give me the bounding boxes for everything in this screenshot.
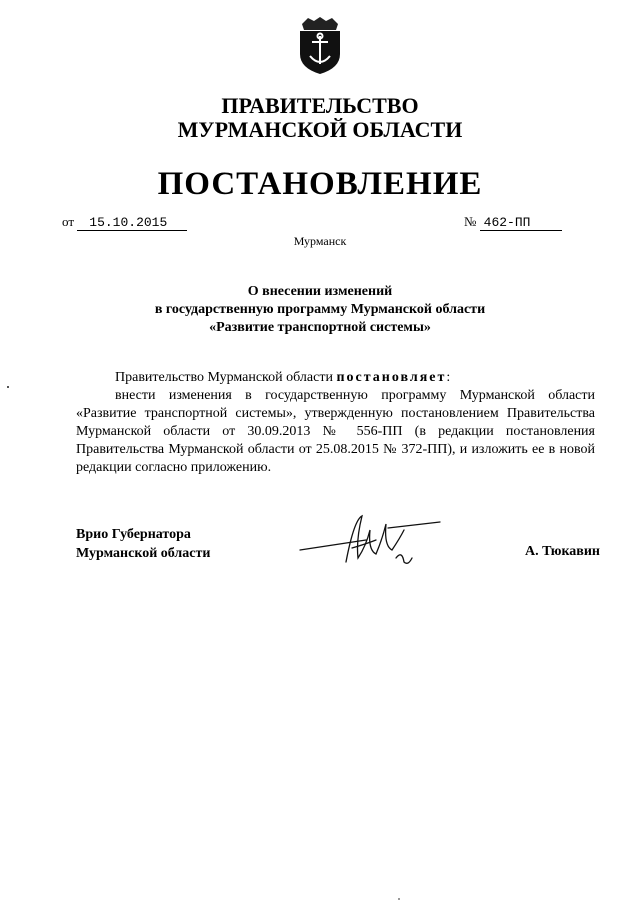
date-prefix: от	[62, 214, 75, 229]
scan-artifact	[398, 898, 400, 900]
decree-keyword: постановляет	[336, 370, 447, 385]
document-type-title: ПОСТАНОВЛЕНИЕ	[157, 166, 483, 202]
signer-position-line2: Мурманской области	[76, 546, 211, 561]
number-field	[464, 214, 562, 231]
city-label: Мурманск	[293, 234, 347, 248]
government-title-line2: МУРМАНСКОЙ ОБЛАСТИ	[177, 117, 463, 142]
decree-intro-text: Правительство Мурманской области	[115, 370, 333, 385]
subject-line3: «Развитие транспортной системы»	[209, 320, 431, 335]
subject-line2: в государственную программу Мурманской области	[154, 302, 486, 317]
government-title-line1: ПРАВИТЕЛЬСТВО	[221, 93, 419, 118]
number-prefix: №	[464, 214, 477, 229]
number-value: 462-ПП	[480, 216, 562, 231]
scan-artifact	[7, 386, 9, 388]
subject-line1: О внесении изменений	[247, 284, 393, 299]
coat-of-arms-emblem	[294, 14, 346, 76]
date-field	[62, 214, 187, 231]
handwritten-signature	[296, 510, 442, 576]
signer-position	[76, 525, 210, 563]
document-subject	[0, 283, 640, 337]
decree-intro	[76, 369, 595, 387]
signer-name: А. Тюкавин	[525, 544, 600, 559]
document-body	[76, 369, 595, 477]
signer-position-line1: Врио Губернатора	[76, 527, 191, 542]
decree-intro-colon: :	[446, 370, 451, 385]
decree-paragraph: внести изменения в государственную программу Мурманской области «Развитие транспортной системы», утвержденную постановлением Правительства Мурманской области от 30.09.2013 № 556-ПП (в редакции постановления Правительства Мурманской области от 25.08.2015 № 372-ПП), и изложить ее в новой редакции согласно приложению.	[76, 388, 595, 475]
date-value: 15.10.2015	[77, 216, 187, 231]
